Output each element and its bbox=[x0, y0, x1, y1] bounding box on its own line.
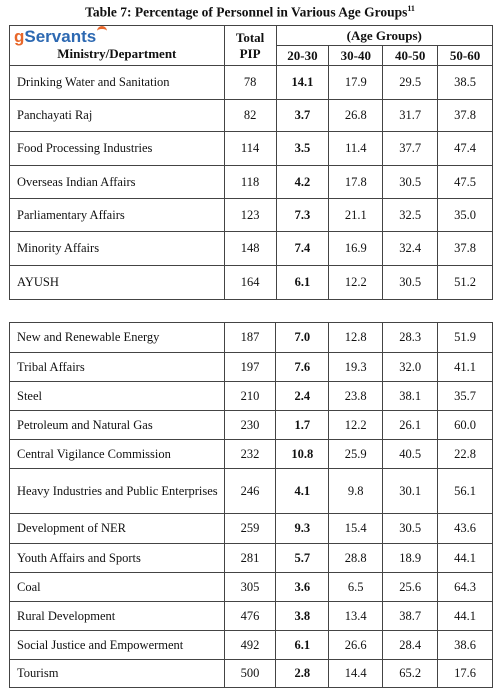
table-row bbox=[10, 323, 493, 353]
age-30-40-cell: 17.9 bbox=[329, 66, 383, 100]
age-20-30-cell: 2.8 bbox=[276, 660, 329, 688]
age-30-40-cell: 16.9 bbox=[329, 232, 383, 266]
ministry-name-cell: New and Renewable Energy bbox=[10, 323, 225, 353]
total-pip-cell: 492 bbox=[224, 631, 276, 660]
age-30-40-cell: 13.4 bbox=[329, 602, 383, 631]
age-30-40-cell: 12.8 bbox=[329, 323, 383, 353]
age-50-60-cell: 47.5 bbox=[438, 166, 493, 199]
age-40-50-cell: 37.7 bbox=[383, 132, 438, 166]
age-30-40-cell: 26.8 bbox=[329, 100, 383, 132]
table-row bbox=[10, 353, 493, 382]
table-row bbox=[10, 469, 493, 514]
table-row bbox=[10, 514, 493, 544]
age-col-header: 40-50 bbox=[383, 46, 438, 66]
ministry-name-cell: Tribal Affairs bbox=[10, 353, 225, 382]
age-40-50-cell: 32.4 bbox=[383, 232, 438, 266]
age-30-40-cell: 9.8 bbox=[329, 469, 383, 514]
table-row bbox=[10, 411, 493, 440]
total-pip-cell: 164 bbox=[224, 266, 276, 300]
total-pip-cell: 476 bbox=[224, 602, 276, 631]
age-30-40-cell: 19.3 bbox=[329, 353, 383, 382]
ministry-name-cell: Heavy Industries and Public Enterprises bbox=[10, 469, 225, 514]
ministry-name-cell: Rural Development bbox=[10, 602, 225, 631]
ministry-name-cell: Steel bbox=[10, 382, 225, 411]
table-title-text: Table 7: Percentage of Personnel in Various Age Groups bbox=[85, 4, 408, 20]
age-20-30-cell: 1.7 bbox=[276, 411, 329, 440]
table-row bbox=[10, 573, 493, 602]
age-30-40-cell: 17.8 bbox=[329, 166, 383, 199]
table-row bbox=[10, 602, 493, 631]
age-50-60-cell: 35.0 bbox=[438, 199, 493, 232]
age-30-40-cell: 21.1 bbox=[329, 199, 383, 232]
age-col-header: 50-60 bbox=[438, 46, 493, 66]
total-pip-cell: 78 bbox=[224, 66, 276, 100]
total-pip-cell: 259 bbox=[224, 514, 276, 544]
age-20-30-cell: 3.6 bbox=[276, 573, 329, 602]
age-50-60-cell: 38.6 bbox=[438, 631, 493, 660]
age-40-50-cell: 40.5 bbox=[383, 440, 438, 469]
table-row bbox=[10, 544, 493, 573]
age-40-50-cell: 32.0 bbox=[383, 353, 438, 382]
age-20-30-cell: 7.6 bbox=[276, 353, 329, 382]
gservants-logo: gServants bbox=[10, 28, 224, 46]
total-pip-cell: 123 bbox=[224, 199, 276, 232]
ministry-name-cell: Drinking Water and Sanitation bbox=[10, 66, 225, 100]
age-20-30-cell: 10.8 bbox=[276, 440, 329, 469]
total-pip-cell: 118 bbox=[224, 166, 276, 199]
age-20-30-cell: 7.3 bbox=[276, 199, 329, 232]
total-pip-cell: 500 bbox=[224, 660, 276, 688]
ministry-name-cell: Social Justice and Empowerment bbox=[10, 631, 225, 660]
age-groups-header: (Age Groups) bbox=[276, 26, 492, 46]
age-20-30-cell: 7.4 bbox=[276, 232, 329, 266]
ministry-name-cell: Panchayati Raj bbox=[10, 100, 225, 132]
age-40-50-cell: 30.5 bbox=[383, 166, 438, 199]
table-row bbox=[10, 166, 493, 199]
table-row bbox=[10, 631, 493, 660]
age-20-30-cell: 6.1 bbox=[276, 266, 329, 300]
age-30-40-cell: 15.4 bbox=[329, 514, 383, 544]
age-50-60-cell: 41.1 bbox=[438, 353, 493, 382]
total-pip-cell: 305 bbox=[224, 573, 276, 602]
age-50-60-cell: 44.1 bbox=[438, 602, 493, 631]
total-pip-cell: 281 bbox=[224, 544, 276, 573]
age-30-40-cell: 6.5 bbox=[329, 573, 383, 602]
age-50-60-cell: 51.2 bbox=[438, 266, 493, 300]
age-30-40-cell: 14.4 bbox=[329, 660, 383, 688]
age-40-50-cell: 30.5 bbox=[383, 266, 438, 300]
ministry-name-cell: Minority Affairs bbox=[10, 232, 225, 266]
table-row bbox=[10, 382, 493, 411]
ministry-name-cell: Food Processing Industries bbox=[10, 132, 225, 166]
total-pip-cell: 148 bbox=[224, 232, 276, 266]
age-50-60-cell: 17.6 bbox=[438, 660, 493, 688]
ministry-header: Ministry/Department bbox=[57, 46, 177, 61]
age-50-60-cell: 44.1 bbox=[438, 544, 493, 573]
age-40-50-cell: 38.7 bbox=[383, 602, 438, 631]
footnote-marker: 11 bbox=[407, 4, 415, 13]
age-50-60-cell: 56.1 bbox=[438, 469, 493, 514]
ministry-name-cell: Coal bbox=[10, 573, 225, 602]
age-40-50-cell: 38.1 bbox=[383, 382, 438, 411]
age-group-table-part2 bbox=[9, 322, 493, 688]
age-50-60-cell: 37.8 bbox=[438, 232, 493, 266]
total-pip-cell: 187 bbox=[224, 323, 276, 353]
age-50-60-cell: 38.5 bbox=[438, 66, 493, 100]
age-40-50-cell: 28.4 bbox=[383, 631, 438, 660]
age-20-30-cell: 3.8 bbox=[276, 602, 329, 631]
age-30-40-cell: 28.8 bbox=[329, 544, 383, 573]
age-20-30-cell: 4.1 bbox=[276, 469, 329, 514]
age-40-50-cell: 31.7 bbox=[383, 100, 438, 132]
ministry-name-cell: AYUSH bbox=[10, 266, 225, 300]
age-30-40-cell: 12.2 bbox=[329, 411, 383, 440]
table-row bbox=[10, 266, 493, 300]
age-col-header: 20-30 bbox=[276, 46, 329, 66]
age-50-60-cell: 35.7 bbox=[438, 382, 493, 411]
table-row bbox=[10, 440, 493, 469]
ministry-name-cell: Parliamentary Affairs bbox=[10, 199, 225, 232]
age-20-30-cell: 7.0 bbox=[276, 323, 329, 353]
total-pip-cell: 230 bbox=[224, 411, 276, 440]
total-pip-cell: 210 bbox=[224, 382, 276, 411]
age-40-50-cell: 65.2 bbox=[383, 660, 438, 688]
total-pip-cell: 232 bbox=[224, 440, 276, 469]
table-row bbox=[10, 660, 493, 688]
age-50-60-cell: 51.9 bbox=[438, 323, 493, 353]
age-40-50-cell: 26.1 bbox=[383, 411, 438, 440]
age-30-40-cell: 23.8 bbox=[329, 382, 383, 411]
age-30-40-cell: 12.2 bbox=[329, 266, 383, 300]
ministry-name-cell: Central Vigilance Commission bbox=[10, 440, 225, 469]
age-20-30-cell: 3.7 bbox=[276, 100, 329, 132]
age-20-30-cell: 5.7 bbox=[276, 544, 329, 573]
age-20-30-cell: 6.1 bbox=[276, 631, 329, 660]
age-20-30-cell: 4.2 bbox=[276, 166, 329, 199]
age-50-60-cell: 64.3 bbox=[438, 573, 493, 602]
age-20-30-cell: 2.4 bbox=[276, 382, 329, 411]
ministry-header-cell bbox=[10, 26, 225, 66]
age-30-40-cell: 25.9 bbox=[329, 440, 383, 469]
age-50-60-cell: 47.4 bbox=[438, 132, 493, 166]
age-20-30-cell: 3.5 bbox=[276, 132, 329, 166]
ministry-name-cell: Tourism bbox=[10, 660, 225, 688]
ministry-name-cell: Development of NER bbox=[10, 514, 225, 544]
age-40-50-cell: 32.5 bbox=[383, 199, 438, 232]
table-title bbox=[0, 4, 500, 21]
table-row bbox=[10, 100, 493, 132]
ministry-name-cell: Petroleum and Natural Gas bbox=[10, 411, 225, 440]
age-50-60-cell: 43.6 bbox=[438, 514, 493, 544]
age-50-60-cell: 37.8 bbox=[438, 100, 493, 132]
age-20-30-cell: 9.3 bbox=[276, 514, 329, 544]
age-40-50-cell: 28.3 bbox=[383, 323, 438, 353]
age-50-60-cell: 22.8 bbox=[438, 440, 493, 469]
age-group-table-part1 bbox=[9, 25, 493, 300]
table-row bbox=[10, 232, 493, 266]
age-30-40-cell: 11.4 bbox=[329, 132, 383, 166]
table-row bbox=[10, 66, 493, 100]
total-pip-header: Total PIP bbox=[224, 26, 276, 66]
age-20-30-cell: 14.1 bbox=[276, 66, 329, 100]
age-40-50-cell: 29.5 bbox=[383, 66, 438, 100]
total-pip-cell: 114 bbox=[224, 132, 276, 166]
age-30-40-cell: 26.6 bbox=[329, 631, 383, 660]
table-row bbox=[10, 132, 493, 166]
age-40-50-cell: 25.6 bbox=[383, 573, 438, 602]
total-pip-cell: 82 bbox=[224, 100, 276, 132]
total-pip-cell: 197 bbox=[224, 353, 276, 382]
age-40-50-cell: 30.5 bbox=[383, 514, 438, 544]
age-40-50-cell: 18.9 bbox=[383, 544, 438, 573]
signal-icon bbox=[97, 26, 107, 37]
table-row bbox=[10, 199, 493, 232]
age-col-header: 30-40 bbox=[329, 46, 383, 66]
total-pip-cell: 246 bbox=[224, 469, 276, 514]
age-40-50-cell: 30.1 bbox=[383, 469, 438, 514]
ministry-name-cell: Overseas Indian Affairs bbox=[10, 166, 225, 199]
ministry-name-cell: Youth Affairs and Sports bbox=[10, 544, 225, 573]
age-50-60-cell: 60.0 bbox=[438, 411, 493, 440]
